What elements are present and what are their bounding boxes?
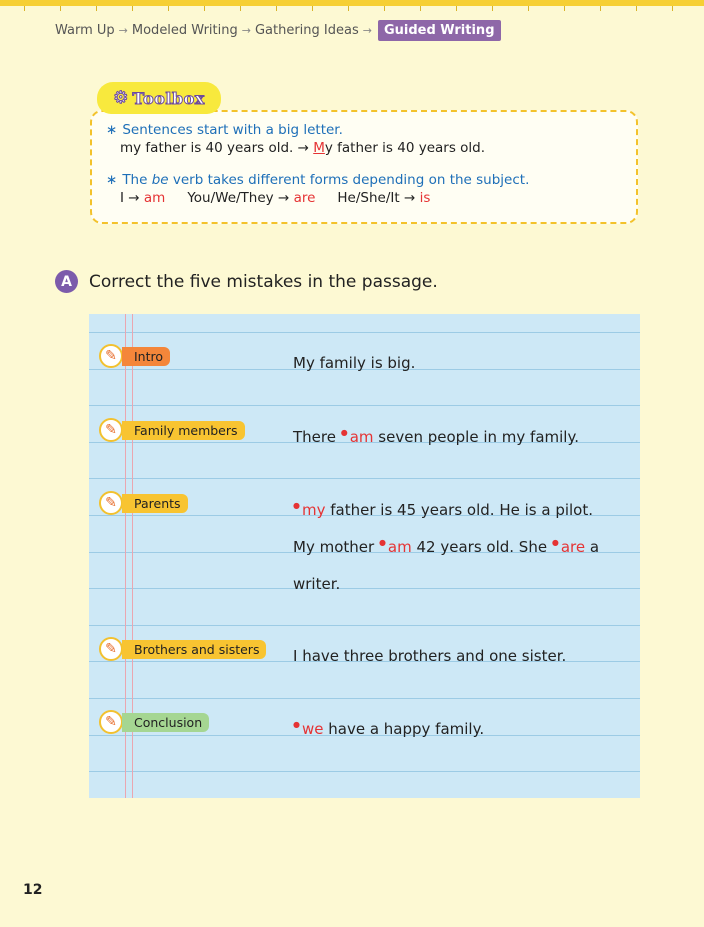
section-tag: Parents — [122, 494, 188, 513]
ruled-line — [89, 698, 640, 699]
toolbox-title: Toolbox — [132, 88, 205, 108]
sentence-text: writer. — [293, 575, 341, 593]
mistake-word[interactable]: am — [349, 428, 374, 446]
top-ruler — [0, 0, 704, 6]
rule-example — [120, 140, 485, 156]
passage-sentence — [293, 720, 484, 738]
pair-verb: is — [419, 190, 431, 206]
mistake-marker-icon: ● — [551, 538, 559, 547]
breadcrumb-arrow-icon: → — [241, 23, 251, 37]
sentence-text: a — [585, 538, 600, 556]
pencil-icon: ✎ — [99, 637, 123, 661]
arrow-icon: → — [297, 140, 309, 156]
section-tag: Conclusion — [122, 713, 209, 732]
toolbox-panel — [90, 110, 638, 224]
passage-sentence — [293, 538, 599, 556]
ruled-line — [89, 771, 640, 772]
mistake-marker-icon: ● — [340, 428, 348, 437]
pencil-icon: ✎ — [99, 418, 123, 442]
mistake-marker-icon: ● — [293, 720, 300, 729]
mistake-word[interactable]: my — [301, 501, 326, 519]
breadcrumb-step-warm-up[interactable]: Warm Up — [55, 22, 115, 38]
passage-sentence — [293, 354, 415, 372]
gear-icon: ⚙ — [113, 88, 129, 108]
breadcrumb-current-step[interactable]: Guided Writing — [378, 20, 501, 41]
be-verb-pair — [337, 190, 430, 206]
ruled-line — [89, 588, 640, 589]
breadcrumb-step-modeled-writing[interactable]: Modeled Writing — [131, 22, 238, 38]
sentence-text: father is 45 years old. He is a pilot. — [325, 501, 594, 519]
pencil-icon: ✎ — [99, 344, 123, 368]
page-number: 12 — [23, 882, 43, 898]
section-tag: Family members — [122, 421, 245, 440]
example-wrong: my father is 40 years old. — [120, 140, 294, 156]
example-capital-letter: M — [313, 140, 325, 156]
section-a-header — [55, 270, 438, 293]
example-right: y father is 40 years old. — [324, 140, 486, 156]
breadcrumb-step-gathering-ideas[interactable]: Gathering Ideas — [254, 22, 359, 38]
pair-verb: am — [143, 190, 166, 206]
mistake-word[interactable]: we — [301, 720, 324, 738]
passage-sentence — [293, 501, 593, 519]
arrow-icon: → — [128, 190, 144, 206]
mistake-word[interactable]: are — [560, 538, 586, 556]
be-verb-pair — [187, 190, 315, 206]
asterisk-icon: ∗ — [106, 172, 118, 188]
sentence-text: seven people in my family. — [373, 428, 579, 446]
italic-be: be — [151, 172, 169, 188]
sentence-text: 42 years old. She — [411, 538, 552, 556]
rule-text: Sentences start with a big letter. — [122, 122, 343, 138]
passage-sentence — [293, 647, 566, 665]
toolbox-rule-capitals — [106, 122, 485, 156]
pair-verb: are — [293, 190, 316, 206]
section-instruction: Correct the five mistakes in the passage. — [89, 271, 438, 292]
passage-sentence — [293, 428, 579, 446]
pencil-icon: ✎ — [99, 710, 123, 734]
sentence-text: My mother — [293, 538, 379, 556]
be-verb-examples — [120, 190, 529, 206]
ruled-line — [89, 405, 640, 406]
toolbox-rule-be-verb: ∗ The be verb takes different forms depending on the subject. I → am You/We/They → are He/She/It → is — [106, 172, 530, 206]
sentence-text: I have three brothers and one sister. — [293, 647, 567, 665]
mistake-word[interactable]: am — [387, 538, 412, 556]
sentence-text: There — [293, 428, 341, 446]
section-badge: A — [55, 270, 78, 293]
lined-paper — [89, 314, 640, 798]
mistake-marker-icon: ● — [293, 501, 300, 510]
toolbox-header — [97, 82, 221, 114]
breadcrumb — [55, 18, 501, 42]
ruled-line — [89, 625, 640, 626]
breadcrumb-arrow-icon: → — [362, 23, 372, 37]
sentence-text: My family is big. — [293, 354, 416, 372]
arrow-icon: → — [403, 190, 420, 206]
arrow-icon: → — [277, 190, 294, 206]
section-tag: Intro — [122, 347, 170, 366]
section-tag: Brothers and sisters — [122, 640, 266, 659]
be-verb-pair — [120, 190, 165, 206]
pair-subject: You/We/They — [187, 190, 278, 206]
breadcrumb-arrow-icon: → — [118, 23, 128, 37]
pair-subject: He/She/It — [337, 190, 404, 206]
pencil-icon: ✎ — [99, 491, 123, 515]
asterisk-icon: ∗ — [106, 122, 118, 138]
ruled-line — [89, 478, 640, 479]
mistake-marker-icon: ● — [378, 538, 386, 547]
ruled-line — [89, 332, 640, 333]
pair-subject: I — [120, 190, 129, 206]
sentence-text: have a happy family. — [323, 720, 485, 738]
passage-sentence — [293, 575, 340, 593]
